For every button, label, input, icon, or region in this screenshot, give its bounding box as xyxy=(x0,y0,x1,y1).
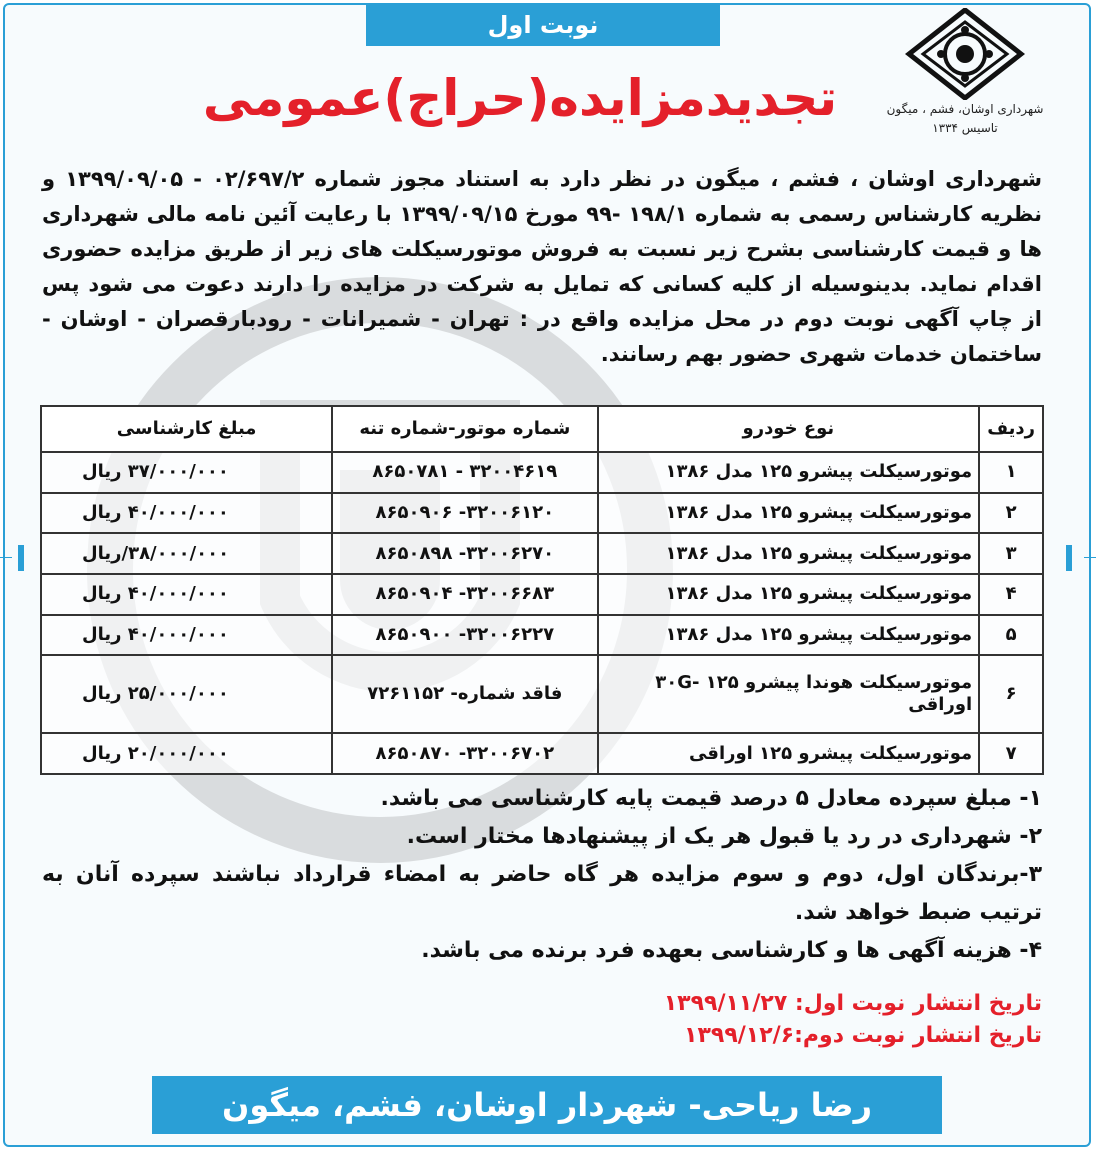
appraisal-amount: ۳۸/۰۰۰/۰۰۰/ریال xyxy=(41,533,332,574)
header-engine-chassis: شماره موتور-شماره تنه xyxy=(332,406,597,452)
page-title: تجدیدمزایده(حراج)عمومی xyxy=(202,69,838,127)
vehicle-type: موتورسیکلت پیشرو ۱۲۵ مدل ۱۳۸۶ xyxy=(598,493,980,534)
publication-dates xyxy=(540,988,1042,1052)
engine-chassis-number: فاقد شماره- ۷۲۶۱۱۵۲ xyxy=(332,655,597,733)
table-row xyxy=(41,493,1043,534)
first-publication-date: تاریخ انتشار نوبت اول: ۱۳۹۹/۱۱/۲۷ xyxy=(663,991,1042,1016)
row-number: ۶ xyxy=(979,655,1043,733)
left-edge-line xyxy=(0,557,12,558)
conditions-list xyxy=(42,780,1042,970)
left-edge-marker xyxy=(18,545,24,571)
appraisal-amount: ۳۷/۰۰۰/۰۰۰ ریال xyxy=(41,452,332,493)
header-vehicle-type: نوع خودرو xyxy=(598,406,980,452)
table-row xyxy=(41,733,1043,774)
edition-banner: نوبت اول xyxy=(366,4,720,46)
appraisal-amount: ۴۰/۰۰۰/۰۰۰ ریال xyxy=(41,615,332,656)
engine-chassis-number: ۳۲۰۰۴۶۱۹ - ۸۶۵۰۷۸۱ xyxy=(332,452,597,493)
row-number: ۲ xyxy=(979,493,1043,534)
header-row-number: ردیف xyxy=(979,406,1043,452)
second-publication-date: تاریخ انتشار نوبت دوم:۱۳۹۹/۱۲/۶ xyxy=(684,1023,1042,1048)
vehicle-type: موتورسیکلت پیشرو ۱۲۵ مدل ۱۳۸۶ xyxy=(598,452,980,493)
engine-chassis-number: ۳۲۰۰۶۲۷۰- ۸۶۵۰۸۹۸ xyxy=(332,533,597,574)
table-row xyxy=(41,574,1043,615)
table-row xyxy=(41,655,1043,733)
row-number: ۴ xyxy=(979,574,1043,615)
vehicle-type: موتورسیکلت پیشرو ۱۲۵ مدل ۱۳۸۶ xyxy=(598,574,980,615)
appraisal-amount: ۲۰/۰۰۰/۰۰۰ ریال xyxy=(41,733,332,774)
vehicle-type: موتورسیکلت هوندا پیشرو ۱۲۵ -۳۰G اوراقی xyxy=(598,655,980,733)
row-number: ۱ xyxy=(979,452,1043,493)
logo-caption xyxy=(870,100,1060,138)
engine-chassis-number: ۳۲۰۰۶۱۲۰- ۸۶۵۰۹۰۶ xyxy=(332,493,597,534)
table-row xyxy=(41,615,1043,656)
condition-item: ۱- مبلغ سپرده معادل ۵ درصد قیمت پایه کارشناسی می باشد. xyxy=(380,786,1042,811)
right-edge-marker xyxy=(1066,545,1072,571)
row-number: ۵ xyxy=(979,615,1043,656)
appraisal-amount: ۴۰/۰۰۰/۰۰۰ ریال xyxy=(41,574,332,615)
appraisal-amount: ۴۰/۰۰۰/۰۰۰ ریال xyxy=(41,493,332,534)
intro-paragraph: شهرداری اوشان ، فشم ، میگون در نظر دارد به استناد مجوز شماره ۰۲/۶۹۷/۲ - ۱۳۹۹/۰۹/۰۵ و نظریه کارشناس رسمی به شماره ۱۹۸/۱ -۹۹ مورخ ۱۳۹۹/۰۹/۱۵ با رعایت آئین نامه مالی شهرداری ها و قیمت کارشناسی بشرح زیر نسبت به فروش موتورسیکلت های زیر از طریق مزایده حضوری اقدام نماید. بدینوسیله از کلیه کسانی که تمایل به شرکت در مزایده را دارند دعوت می شود پس از چاپ آگهی نوبت دوم در محل مزایده واقع در : تهران - شمیرانات - رودبارقصران - اوشان - ساختمان خدمات شهری حضور بهم رسانند. xyxy=(42,167,1043,366)
table-header-row xyxy=(41,406,1043,452)
vehicle-type: موتورسیکلت پیشرو ۱۲۵ مدل ۱۳۸۶ xyxy=(598,533,980,574)
table-row xyxy=(41,533,1043,574)
header-appraisal-amount: مبلغ کارشناسی xyxy=(41,406,332,452)
municipality-logo-icon xyxy=(905,8,1025,100)
appraisal-amount: ۲۵/۰۰۰/۰۰۰ ریال xyxy=(41,655,332,733)
vehicle-type: موتورسیکلت پیشرو ۱۲۵ اوراقی xyxy=(598,733,980,774)
engine-chassis-number: ۳۲۰۰۶۷۰۲- ۸۶۵۰۸۷۰ xyxy=(332,733,597,774)
items-table xyxy=(40,405,1044,775)
row-number: ۳ xyxy=(979,533,1043,574)
established-year: تاسیس ۱۳۳۴ xyxy=(932,121,998,135)
table-row xyxy=(41,452,1043,493)
condition-item: ۳-برندگان اول، دوم و سوم مزایده هر گاه حاضر به امضاء قرارداد نباشند سپرده آنان به ترتیب ضبط خواهد شد. xyxy=(42,862,1042,925)
right-edge-line xyxy=(1084,557,1096,558)
signature-banner: رضا ریاحی- شهردار اوشان، فشم، میگون xyxy=(152,1076,942,1134)
condition-item: ۴- هزینه آگهی ها و کارشناسی بعهده فرد برنده می باشد. xyxy=(421,938,1042,963)
engine-chassis-number: ۳۲۰۰۶۶۸۳- ۸۶۵۰۹۰۴ xyxy=(332,574,597,615)
engine-chassis-number: ۳۲۰۰۶۲۲۷- ۸۶۵۰۹۰۰ xyxy=(332,615,597,656)
org-name: شهرداری اوشان، فشم ، میگون xyxy=(886,102,1044,116)
vehicle-type: موتورسیکلت پیشرو ۱۲۵ مدل ۱۳۸۶ xyxy=(598,615,980,656)
row-number: ۷ xyxy=(979,733,1043,774)
condition-item: ۲- شهرداری در رد یا قبول هر یک از پیشنهادها مختار است. xyxy=(406,824,1042,849)
